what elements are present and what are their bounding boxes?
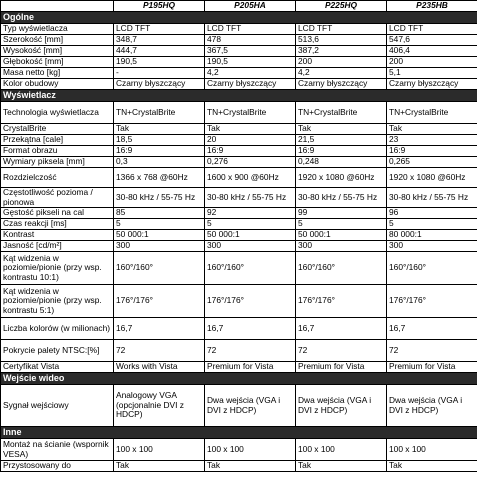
- cell-value: Tak: [296, 461, 387, 472]
- row-label: Format obrazu: [1, 146, 114, 157]
- row-label: Kąt widzenia w poziomie/pionie (przy wsp. kontrastu 5:1): [1, 285, 114, 318]
- cell-value: Czarny błyszczący: [387, 79, 477, 90]
- cell-value: 160°/160°: [387, 252, 477, 285]
- cell-value: 16:9: [387, 146, 477, 157]
- cell-value: 300: [205, 241, 296, 252]
- row-label: Przystosowany do: [1, 461, 114, 472]
- spec-table-body: [1, 12, 477, 472]
- row-label: Pokrycie palety NTSC:[%]: [1, 340, 114, 362]
- section-header-row: [1, 90, 477, 102]
- cell-value: TN+CrystalBrite: [114, 102, 205, 124]
- table-row: [1, 385, 477, 427]
- row-label: Rozdzielczość: [1, 168, 114, 188]
- header-corner: [1, 1, 114, 12]
- cell-value: 0,276: [205, 157, 296, 168]
- table-row: [1, 318, 477, 340]
- cell-value: 160°/160°: [296, 252, 387, 285]
- table-row: [1, 188, 477, 208]
- table-row: [1, 146, 477, 157]
- section-header-row: [1, 12, 477, 24]
- section-title: Inne: [1, 427, 477, 439]
- cell-value: Czarny błyszczący: [205, 79, 296, 90]
- table-row: [1, 46, 477, 57]
- section-title: Wyświetlacz: [1, 90, 477, 102]
- cell-value: 16,7: [387, 318, 477, 340]
- cell-value: 16,7: [205, 318, 296, 340]
- row-label: Częstotliwość pozioma / pionowa: [1, 188, 114, 208]
- cell-value: 160°/160°: [114, 252, 205, 285]
- cell-value: 367,5: [205, 46, 296, 57]
- cell-value: 1920 x 1080 @60Hz: [296, 168, 387, 188]
- table-row: [1, 285, 477, 318]
- cell-value: 5: [387, 219, 477, 230]
- cell-value: 50 000:1: [296, 230, 387, 241]
- cell-value: 100 x 100: [296, 439, 387, 461]
- model-header: P235HB: [387, 1, 477, 12]
- table-row: [1, 461, 477, 472]
- table-row: [1, 68, 477, 79]
- row-label: CrystalBrite: [1, 124, 114, 135]
- cell-value: Czarny błyszczący: [114, 79, 205, 90]
- cell-value: 190,5: [114, 57, 205, 68]
- row-label: Gęstość pikseli na cal: [1, 208, 114, 219]
- table-row: [1, 157, 477, 168]
- cell-value: Tak: [114, 461, 205, 472]
- row-label: Masa netto [kg]: [1, 68, 114, 79]
- table-row: [1, 24, 477, 35]
- cell-value: Tak: [205, 461, 296, 472]
- row-label: Montaż na ścianie (wspornik VESA): [1, 439, 114, 461]
- cell-value: 50 000:1: [114, 230, 205, 241]
- cell-value: 100 x 100: [205, 439, 296, 461]
- cell-value: Tak: [387, 124, 477, 135]
- cell-value: Analogowy VGA (opcjonalnie DVI z HDCP): [114, 385, 205, 427]
- cell-value: 16,7: [296, 318, 387, 340]
- table-row: [1, 340, 477, 362]
- cell-value: 16,7: [114, 318, 205, 340]
- row-label: Liczba kolorów (w milionach): [1, 318, 114, 340]
- cell-value: 30-80 kHz / 55-75 Hz: [387, 188, 477, 208]
- cell-value: -: [114, 68, 205, 79]
- cell-value: 4,2: [205, 68, 296, 79]
- row-label: Wysokość [mm]: [1, 46, 114, 57]
- cell-value: 5,1: [387, 68, 477, 79]
- cell-value: 72: [205, 340, 296, 362]
- cell-value: 406,4: [387, 46, 477, 57]
- row-label: Kontrast: [1, 230, 114, 241]
- section-title: Ogólne: [1, 12, 477, 24]
- row-label: Wymiary piksela [mm]: [1, 157, 114, 168]
- cell-value: 16:9: [296, 146, 387, 157]
- cell-value: 5: [205, 219, 296, 230]
- cell-value: 200: [296, 57, 387, 68]
- cell-value: Tak: [296, 124, 387, 135]
- cell-value: LCD TFT: [296, 24, 387, 35]
- table-row: [1, 241, 477, 252]
- table-row: [1, 102, 477, 124]
- row-label: Certyfikat Vista: [1, 362, 114, 373]
- cell-value: TN+CrystalBrite: [387, 102, 477, 124]
- table-row: [1, 208, 477, 219]
- cell-value: TN+CrystalBrite: [205, 102, 296, 124]
- cell-value: 1600 x 900 @60Hz: [205, 168, 296, 188]
- cell-value: 96: [387, 208, 477, 219]
- cell-value: Dwa wejścia (VGA i DVI z HDCP): [387, 385, 477, 427]
- cell-value: 80 000:1: [387, 230, 477, 241]
- cell-value: 176°/176°: [205, 285, 296, 318]
- cell-value: Tak: [387, 461, 477, 472]
- cell-value: 190,5: [205, 57, 296, 68]
- row-label: Czas reakcji [ms]: [1, 219, 114, 230]
- cell-value: 387,2: [296, 46, 387, 57]
- cell-value: 100 x 100: [114, 439, 205, 461]
- table-row: [1, 230, 477, 241]
- cell-value: 0,248: [296, 157, 387, 168]
- cell-value: 100 x 100: [387, 439, 477, 461]
- cell-value: Tak: [205, 124, 296, 135]
- cell-value: 547,6: [387, 35, 477, 46]
- cell-value: Premium for Vista: [205, 362, 296, 373]
- header-row: [1, 1, 477, 12]
- section-title: Wejście wideo: [1, 373, 477, 385]
- cell-value: 300: [387, 241, 477, 252]
- cell-value: 20: [205, 135, 296, 146]
- cell-value: 50 000:1: [205, 230, 296, 241]
- cell-value: 176°/176°: [114, 285, 205, 318]
- table-row: [1, 79, 477, 90]
- cell-value: 72: [296, 340, 387, 362]
- cell-value: 30-80 kHz / 55-75 Hz: [114, 188, 205, 208]
- cell-value: Dwa wejścia (VGA i DVI z HDCP): [205, 385, 296, 427]
- cell-value: Czarny błyszczący: [296, 79, 387, 90]
- cell-value: 348,7: [114, 35, 205, 46]
- row-label: Kolor obudowy: [1, 79, 114, 90]
- table-row: [1, 168, 477, 188]
- row-label: Typ wyświetlacza: [1, 24, 114, 35]
- cell-value: 5: [296, 219, 387, 230]
- cell-value: 300: [114, 241, 205, 252]
- cell-value: Premium for Vista: [387, 362, 477, 373]
- cell-value: 72: [114, 340, 205, 362]
- cell-value: Dwa wejścia (VGA i DVI z HDCP): [296, 385, 387, 427]
- cell-value: 200: [387, 57, 477, 68]
- section-header-row: [1, 373, 477, 385]
- cell-value: LCD TFT: [114, 24, 205, 35]
- cell-value: Tak: [114, 124, 205, 135]
- model-header: P195HQ: [114, 1, 205, 12]
- model-header: P205HA: [205, 1, 296, 12]
- cell-value: 16:9: [205, 146, 296, 157]
- cell-value: 513,6: [296, 35, 387, 46]
- model-header: P225HQ: [296, 1, 387, 12]
- cell-value: 23: [387, 135, 477, 146]
- table-row: [1, 124, 477, 135]
- row-label: Sygnał wejściowy: [1, 385, 114, 427]
- table-row: [1, 362, 477, 373]
- table-row: [1, 252, 477, 285]
- row-label: Głębokość [mm]: [1, 57, 114, 68]
- cell-value: LCD TFT: [205, 24, 296, 35]
- cell-value: 72: [387, 340, 477, 362]
- row-label: Szerokość [mm]: [1, 35, 114, 46]
- cell-value: 99: [296, 208, 387, 219]
- cell-value: 92: [205, 208, 296, 219]
- cell-value: 18,5: [114, 135, 205, 146]
- table-row: [1, 35, 477, 46]
- cell-value: 1920 x 1080 @60Hz: [387, 168, 477, 188]
- cell-value: 30-80 kHz / 55-75 Hz: [296, 188, 387, 208]
- row-label: Technologia wyświetlacza: [1, 102, 114, 124]
- cell-value: 1366 x 768 @60Hz: [114, 168, 205, 188]
- cell-value: TN+CrystalBrite: [296, 102, 387, 124]
- cell-value: 21,5: [296, 135, 387, 146]
- cell-value: 160°/160°: [205, 252, 296, 285]
- table-row: [1, 219, 477, 230]
- row-label: Kąt widzenia w poziomie/pionie (przy wsp. kontrastu 10:1): [1, 252, 114, 285]
- cell-value: 30-80 kHz / 55-75 Hz: [205, 188, 296, 208]
- cell-value: 16:9: [114, 146, 205, 157]
- cell-value: 4,2: [296, 68, 387, 79]
- cell-value: 478: [205, 35, 296, 46]
- cell-value: LCD TFT: [387, 24, 477, 35]
- cell-value: 0,265: [387, 157, 477, 168]
- cell-value: 85: [114, 208, 205, 219]
- cell-value: 176°/176°: [387, 285, 477, 318]
- table-row: [1, 135, 477, 146]
- table-row: [1, 439, 477, 461]
- cell-value: 0,3: [114, 157, 205, 168]
- cell-value: 300: [296, 241, 387, 252]
- row-label: Przekątna [cale]: [1, 135, 114, 146]
- cell-value: Works with Vista: [114, 362, 205, 373]
- cell-value: 444,7: [114, 46, 205, 57]
- cell-value: Premium for Vista: [296, 362, 387, 373]
- table-row: [1, 57, 477, 68]
- cell-value: 176°/176°: [296, 285, 387, 318]
- row-label: Jasność [cd/m²]: [1, 241, 114, 252]
- cell-value: 5: [114, 219, 205, 230]
- section-header-row: [1, 427, 477, 439]
